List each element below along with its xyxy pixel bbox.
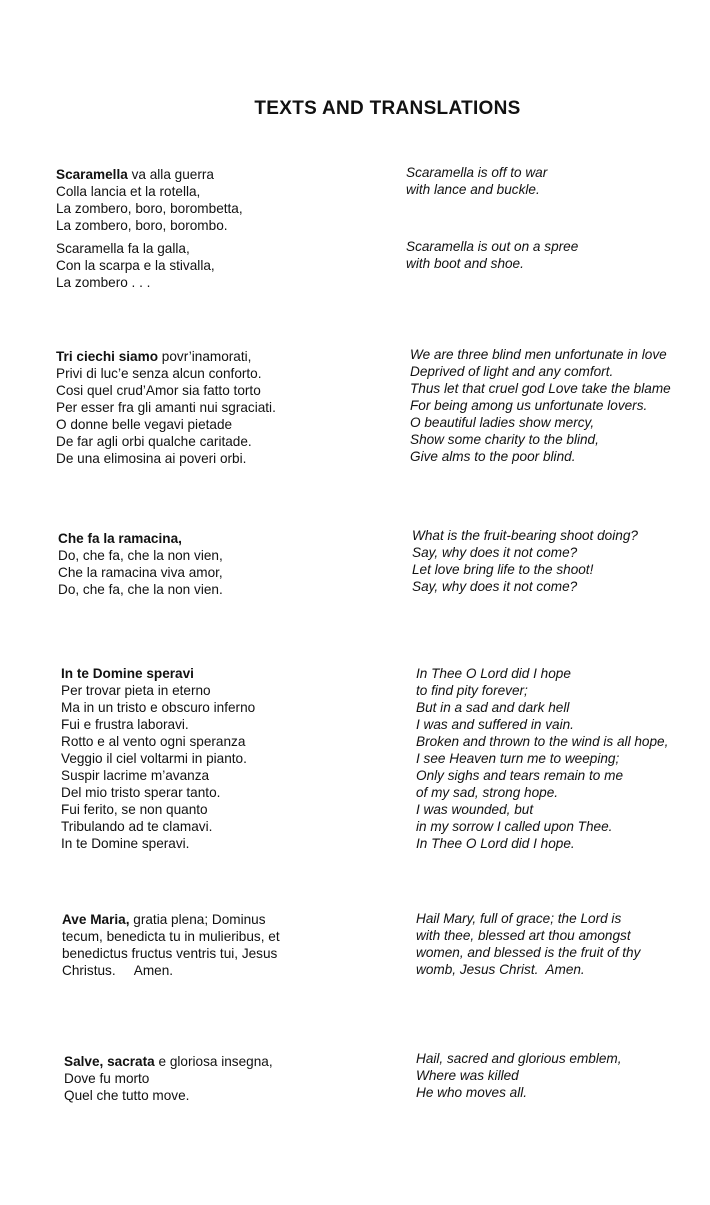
italian-line: Veggio il ciel voltarmi in pianto.	[61, 751, 247, 766]
italian-line: e gloriosa insegna,	[154, 1054, 273, 1069]
italian-line: Dove fu morto	[64, 1071, 150, 1086]
italian-line: De far agli orbi qualche caritade.	[56, 434, 252, 449]
english-line: Say, why does it not come?	[412, 545, 578, 560]
english-translation-ave-maria	[416, 910, 640, 978]
english-line: Say, why does it not come?	[412, 579, 578, 594]
english-line: For being among us unfortunate lovers.	[410, 398, 648, 413]
english-translation-in-te-domine	[416, 665, 668, 852]
italian-text-ave-maria	[62, 911, 280, 979]
english-line: Hail, sacred and glorious emblem,	[416, 1051, 622, 1066]
italian-lead: Scaramella	[56, 167, 128, 182]
english-line: I was wounded, but	[416, 802, 534, 817]
italian-line: Privi di luc’e senza alcun conforto.	[56, 366, 262, 381]
italian-line: La zombero, boro, borombo.	[56, 218, 228, 233]
italian-text-in-te-domine	[61, 665, 255, 852]
italian-line: Per trovar pieta in eterno	[61, 683, 211, 698]
english-line: women, and blessed is the fruit of thy	[416, 945, 641, 960]
english-line: Scaramella is off to war	[406, 165, 548, 180]
italian-line: povr’inamorati,	[158, 349, 252, 364]
italian-line: La zombero . . .	[56, 275, 151, 290]
english-line: of my sad, strong hope.	[416, 785, 559, 800]
italian-lead: Ave Maria,	[62, 912, 130, 927]
italian-line: Con la scarpa e la stivalla,	[56, 258, 215, 273]
italian-lead: In te Domine speravi	[61, 666, 194, 681]
italian-line: O donne belle vegavi pietade	[56, 417, 233, 432]
italian-line: Tribulando ad te clamavi.	[61, 819, 213, 834]
italian-line: De una elimosina ai poveri orbi.	[56, 451, 247, 466]
italian-line: In te Domine speravi.	[61, 836, 190, 851]
english-line: with lance and buckle.	[406, 182, 540, 197]
english-line: Hail Mary, full of grace; the Lord is	[416, 911, 622, 926]
english-line: with boot and shoe.	[406, 256, 524, 271]
italian-line: Do, che fa, che la non vien.	[58, 582, 223, 597]
italian-line: va alla guerra	[127, 167, 214, 182]
english-line: I see Heaven turn me to weeping;	[416, 751, 620, 766]
italian-line: Do, che fa, che la non vien,	[58, 548, 223, 563]
english-line: womb, Jesus Christ. Amen.	[416, 962, 585, 977]
english-line: In Thee O Lord did I hope	[416, 666, 571, 681]
english-translation-salve-sacrata	[416, 1050, 622, 1101]
english-line: Thus let that cruel god Love take the blame	[410, 381, 671, 396]
italian-text-tri-ciechi	[56, 348, 276, 467]
italian-text-scaramella	[56, 166, 243, 291]
english-translation-scaramella	[406, 164, 578, 272]
english-line: Only sighs and tears remain to me	[416, 768, 624, 783]
english-line: In Thee O Lord did I hope.	[416, 836, 575, 851]
italian-lead: Tri ciechi siamo	[56, 349, 158, 364]
english-line: Deprived of light and any comfort.	[410, 364, 614, 379]
english-line: in my sorrow I called upon Thee.	[416, 819, 613, 834]
english-translation-ramacina	[412, 527, 638, 595]
italian-line: Cosi quel crud’Amor sia fatto torto	[56, 383, 261, 398]
italian-line: Scaramella fa la galla,	[56, 241, 190, 256]
italian-line: La zombero, boro, borombetta,	[56, 201, 243, 216]
english-line: with thee, blessed art thou amongst	[416, 928, 631, 943]
italian-line: tecum, benedicta tu in mulieribus, et	[62, 929, 280, 944]
english-line: Let love bring life to the shoot!	[412, 562, 594, 577]
italian-line: Ma in un tristo e obscuro inferno	[61, 700, 256, 715]
italian-line: Christus. Amen.	[62, 963, 174, 978]
english-translation-tri-ciechi	[410, 346, 671, 465]
italian-line: Del mio tristo sperar tanto.	[61, 785, 221, 800]
italian-line: Colla lancia et la rotella,	[56, 184, 201, 199]
italian-line: gratia plena; Dominus	[129, 912, 266, 927]
page-title: TEXTS AND TRANSLATIONS	[254, 98, 521, 119]
italian-line: Quel che tutto move.	[64, 1088, 190, 1103]
english-line: Broken and thrown to the wind is all hope,	[416, 734, 669, 749]
italian-line: Suspir lacrime m’avanza	[61, 768, 210, 783]
italian-line: Rotto e al vento ogni speranza	[61, 734, 246, 749]
english-line: Show some charity to the blind,	[410, 432, 599, 447]
english-line: Give alms to the poor blind.	[410, 449, 576, 464]
english-line: What is the fruit-bearing shoot doing?	[412, 528, 638, 543]
english-line: But in a sad and dark hell	[416, 700, 570, 715]
italian-lead: Che fa la ramacina,	[58, 531, 182, 546]
italian-line: Per esser fra gli amanti nui sgraciati.	[56, 400, 276, 415]
italian-line: benedictus fructus ventris tui, Jesus	[62, 946, 278, 961]
english-line: He who moves all.	[416, 1085, 528, 1100]
english-line: O beautiful ladies show mercy,	[410, 415, 595, 430]
italian-text-ramacina	[58, 530, 223, 598]
english-line: Where was killed	[416, 1068, 519, 1083]
italian-line: Che la ramacina viva amor,	[58, 565, 223, 580]
italian-lead: Salve, sacrata	[64, 1054, 155, 1069]
english-line: Scaramella is out on a spree	[406, 239, 579, 254]
italian-line: Fui ferito, se non quanto	[61, 802, 208, 817]
italian-line: Fui e frustra laboravi.	[61, 717, 189, 732]
italian-text-salve-sacrata	[64, 1053, 273, 1104]
english-line: We are three blind men unfortunate in love	[410, 347, 667, 362]
english-line: to find pity forever;	[416, 683, 528, 698]
english-line: I was and suffered in vain.	[416, 717, 574, 732]
